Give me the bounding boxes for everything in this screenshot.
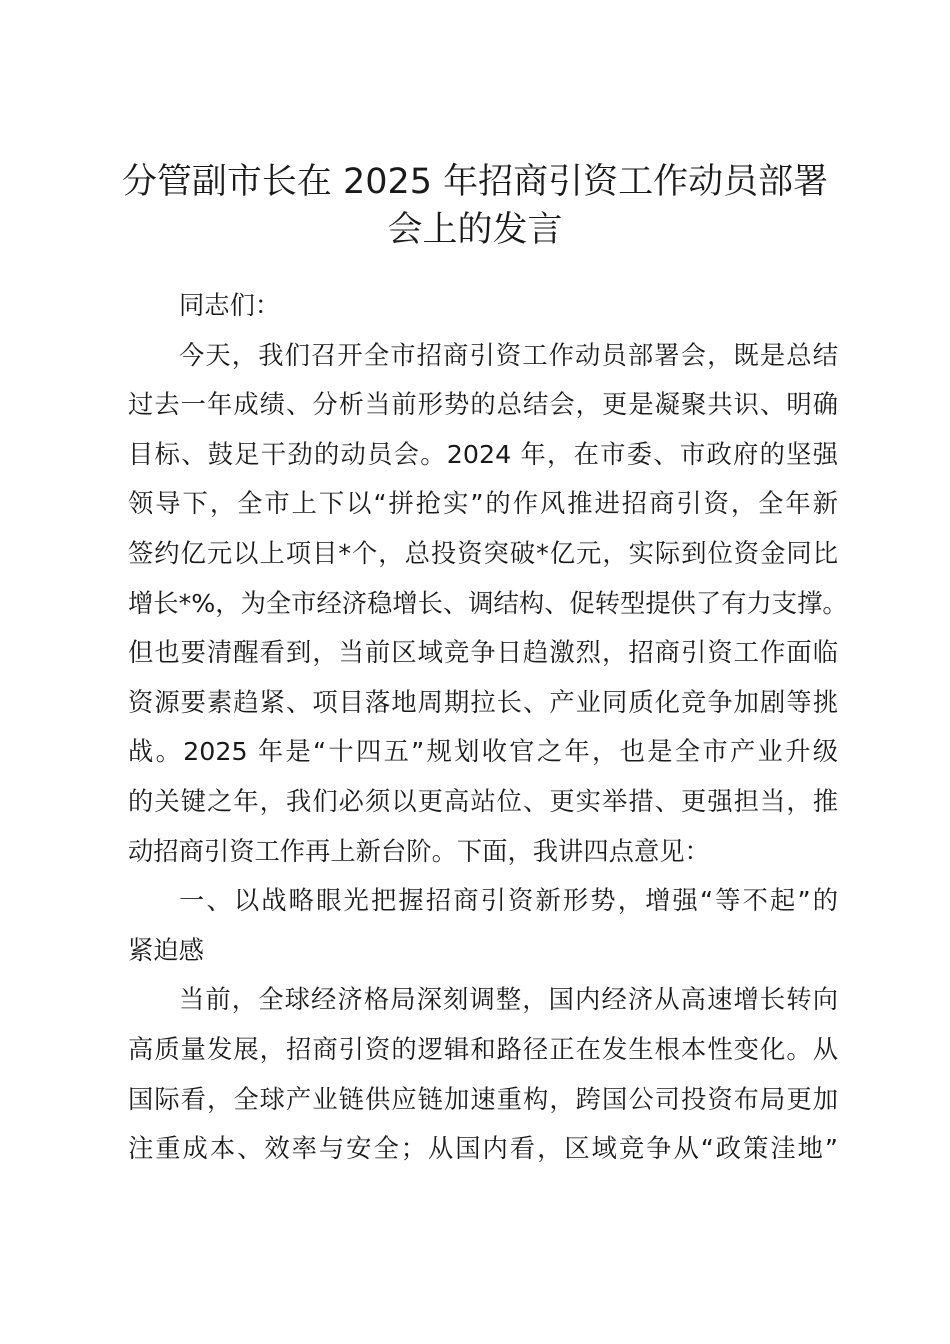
paragraph-1-line: 资源要素趋紧、项目落地周期拉长、产业同质化竞争加剧等挑 bbox=[128, 687, 838, 717]
paragraph-1-line: 签约亿元以上项目*个，总投资突破*亿元，实际到位资金同比 bbox=[128, 538, 838, 568]
title-line-2: 会上的发言 bbox=[387, 210, 563, 250]
paragraph-1-line: 但也要清醒看到，当前区域竞争日趋激烈，招商引资工作面临 bbox=[128, 638, 838, 668]
paragraph-2-line: 当前，全球经济格局深刻调整，国内经济从高速增长转向 bbox=[179, 985, 838, 1015]
paragraph-2-line: 高质量发展，招商引资的逻辑和路径正在发生根本性变化。从 bbox=[128, 1034, 838, 1064]
paragraph-1-line: 过去一年成绩、分析当前形势的总结会，更是凝聚共识、明确 bbox=[128, 390, 838, 420]
paragraph-1-line: 领导下，全市上下以“拼抢实”的作风推进招商引资，全年新 bbox=[128, 489, 838, 519]
paragraph-1-line: 增长*%，为全市经济稳增长、调结构、促转型提供了有力支撑。 bbox=[128, 588, 848, 618]
salutation: 同志们： bbox=[179, 291, 281, 320]
paragraph-1-line: 的关键之年，我们必须以更高站位、更实举措、更强担当，推 bbox=[128, 786, 838, 816]
paragraph-1-line: 动招商引资工作再上新台阶。下面，我讲四点意见： bbox=[128, 836, 710, 866]
paragraph-1-line: 战。2025 年是“十四五”规划收官之年，也是全市产业升级 bbox=[128, 737, 838, 767]
paragraph-1-line: 目标、鼓足干劲的动员会。2024 年，在市委、市政府的坚强 bbox=[128, 439, 838, 469]
section-heading-1-line: 一、以战略眼光把握招商引资新形势，增强“等不起”的 bbox=[179, 886, 838, 916]
document-title bbox=[110, 158, 840, 254]
paragraph-2-line: 国际看，全球产业链供应链加速重构，跨国公司投资布局更加 bbox=[128, 1084, 838, 1114]
paragraph-2-line: 注重成本、效率与安全；从国内看，区域竞争从“政策洼地” bbox=[128, 1134, 838, 1164]
paragraph-1-line: 今天，我们召开全市招商引资工作动员部署会，既是总结 bbox=[179, 340, 838, 370]
title-line-1: 分管副市长在 2025 年招商引资工作动员部署 bbox=[121, 162, 829, 202]
document-body bbox=[128, 281, 848, 1174]
section-heading-1-line: 紧迫感 bbox=[128, 935, 204, 965]
